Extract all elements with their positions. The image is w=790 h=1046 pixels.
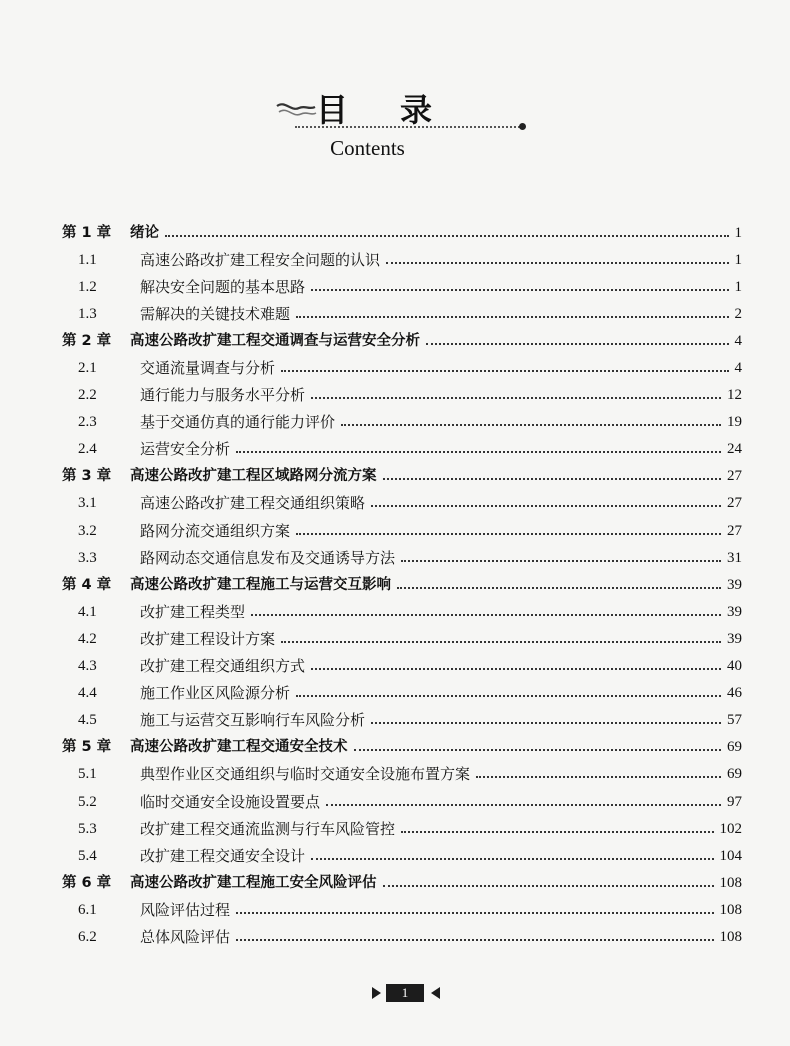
toc-entry-title: 改扩建工程交通安全设计 [140, 846, 306, 865]
dot-leader [401, 831, 713, 833]
toc-entry-number: 2.2 [78, 387, 97, 404]
toc-entry-title: 交通流量调查与分析 [140, 359, 276, 378]
toc-entry-title: 风险评估过程 [140, 900, 231, 919]
dot-leader [296, 316, 728, 318]
toc-entry-page: 1 [734, 251, 742, 268]
toc-entry-page: 27 [727, 522, 742, 539]
toc-entry-page: 19 [727, 414, 742, 431]
toc-entry-title: 临时交通安全设施设置要点 [140, 792, 321, 811]
toc-entry-page: 27 [727, 468, 742, 485]
toc-entry-page: 39 [727, 630, 742, 647]
dot-leader [311, 397, 721, 399]
toc-section-entry[interactable] [62, 544, 742, 571]
dot-leader [311, 289, 728, 291]
toc-entry-number: 5.3 [78, 820, 97, 837]
toc-section-entry[interactable] [62, 300, 742, 327]
dot-leader [236, 451, 721, 453]
toc-entry-title: 典型作业区交通组织与临时交通安全设施布置方案 [140, 765, 471, 784]
toc-entry-page: 1 [734, 278, 742, 295]
toc-entry-page: 40 [727, 658, 742, 675]
toc-entry-page: 108 [719, 901, 742, 918]
toc-entry-title: 高速公路改扩建工程施工安全风险评估 [130, 874, 377, 891]
toc-entry-number: 1.2 [78, 278, 97, 295]
toc-entry-title: 通行能力与服务水平分析 [140, 386, 306, 405]
toc-entry-number: 4.3 [78, 658, 97, 675]
toc-entry-title: 施工与运营交互影响行车风险分析 [140, 711, 366, 730]
toc-entry-title: 施工作业区风险源分析 [140, 684, 291, 703]
toc-entry-title: 路网分流交通组织方案 [140, 521, 291, 540]
toc-entry-page: 4 [734, 332, 742, 349]
toc-entry-number: 3.2 [78, 522, 97, 539]
toc-entry-number: 5.1 [78, 766, 97, 783]
toc-entry-title: 改扩建工程类型 [140, 602, 246, 621]
dot-leader [401, 560, 721, 562]
toc-section-entry[interactable] [62, 653, 742, 680]
toc-chapter-entry[interactable] [62, 463, 742, 490]
toc-chapter-entry[interactable] [62, 327, 742, 354]
title-divider-dot [519, 123, 526, 130]
toc-header [0, 0, 790, 170]
dot-leader [326, 804, 721, 806]
page-title: 目录 [316, 91, 485, 129]
page-subtitle: Contents [330, 136, 405, 160]
toc-entry-page: 1 [734, 224, 742, 241]
dot-leader [281, 641, 721, 643]
toc-entry-number: 2.4 [78, 441, 97, 458]
toc-entry-page: 69 [727, 739, 742, 756]
toc-entry-page: 69 [727, 766, 742, 783]
toc-chapter-entry[interactable] [62, 219, 742, 246]
toc-entry-title: 需解决的关键技术难题 [140, 304, 291, 323]
toc-entry-page: 4 [734, 360, 742, 377]
toc-entry-number: 5.2 [78, 793, 97, 810]
toc-entry-title: 解决安全问题的基本思路 [140, 277, 306, 296]
dot-leader [341, 424, 721, 426]
arrow-right-icon [372, 987, 381, 999]
toc-entry-page: 108 [719, 928, 742, 945]
toc-entry-title: 高速公路改扩建工程交通组织策略 [140, 494, 366, 513]
arrow-left-icon [431, 987, 440, 999]
dot-leader [296, 533, 721, 535]
toc-entry-page: 102 [719, 820, 742, 837]
dot-leader [236, 939, 713, 941]
dot-leader [236, 912, 713, 914]
toc-entry-number: 4.2 [78, 630, 97, 647]
toc-chapter-entry[interactable] [62, 869, 742, 896]
toc-entry-number: 第 5 章 [62, 739, 112, 756]
toc-entry-number: 6.1 [78, 901, 97, 918]
toc-entry-page: 24 [727, 441, 742, 458]
dot-leader [281, 370, 728, 372]
toc-entry-title: 绪论 [130, 224, 159, 241]
toc-entry-number: 2.3 [78, 414, 97, 431]
dot-leader [386, 262, 728, 264]
page-footer [372, 984, 440, 1002]
toc-section-entry[interactable] [62, 625, 742, 652]
toc-entry-page: 31 [727, 549, 742, 566]
toc-entry-title: 总体风险评估 [140, 927, 231, 946]
toc-section-entry[interactable] [62, 409, 742, 436]
toc-entry-title: 改扩建工程交通组织方式 [140, 657, 306, 676]
toc-entry-title: 改扩建工程交通流监测与行车风险管控 [140, 819, 396, 838]
toc-section-entry[interactable] [62, 517, 742, 544]
toc-entry-number: 4.5 [78, 712, 97, 729]
toc-chapter-entry[interactable] [62, 734, 742, 761]
toc-entry-number: 第 6 章 [62, 874, 112, 891]
toc-section-entry[interactable] [62, 815, 742, 842]
toc-entry-number: 5.4 [78, 847, 97, 864]
dot-leader [311, 858, 713, 860]
toc-entry-number: 第 1 章 [62, 224, 112, 241]
toc-entry-page: 108 [719, 874, 742, 891]
toc-entry-number: 3.1 [78, 495, 97, 512]
toc-section-entry[interactable] [62, 246, 742, 273]
toc-entry-page: 2 [734, 305, 742, 322]
swoosh-ornament-icon [275, 98, 317, 124]
toc-section-entry[interactable] [62, 490, 742, 517]
toc-entry-number: 第 4 章 [62, 576, 112, 593]
dot-leader [371, 722, 721, 724]
dot-leader [165, 235, 729, 237]
dot-leader [426, 343, 729, 345]
toc-entry-page: 57 [727, 712, 742, 729]
toc-entry-number: 4.1 [78, 603, 97, 620]
toc-entry-number: 第 2 章 [62, 332, 112, 349]
toc-section-entry[interactable] [62, 923, 742, 950]
toc-section-entry[interactable] [62, 598, 742, 625]
toc-entry-page: 39 [727, 603, 742, 620]
toc-section-entry[interactable] [62, 354, 742, 381]
toc-entry-page: 39 [727, 576, 742, 593]
toc-entry-title: 高速公路改扩建工程施工与运营交互影响 [130, 576, 391, 593]
toc-section-entry[interactable] [62, 842, 742, 869]
table-of-contents [62, 219, 742, 951]
toc-entry-number: 4.4 [78, 685, 97, 702]
toc-section-entry[interactable] [62, 761, 742, 788]
toc-entry-page: 12 [727, 387, 742, 404]
toc-section-entry[interactable] [62, 788, 742, 815]
dot-leader [371, 505, 721, 507]
dot-leader [383, 478, 722, 480]
toc-entry-title: 高速公路改扩建工程交通调查与运营安全分析 [130, 332, 420, 349]
title-divider [295, 126, 523, 128]
toc-section-entry[interactable] [62, 680, 742, 707]
toc-entry-title: 基于交通仿真的通行能力评价 [140, 413, 336, 432]
dot-leader [476, 776, 721, 778]
toc-entry-title: 高速公路改扩建工程交通安全技术 [130, 739, 348, 756]
dot-leader [311, 668, 721, 670]
toc-entry-number: 1.1 [78, 251, 97, 268]
toc-entry-title: 高速公路改扩建工程安全问题的认识 [140, 250, 381, 269]
toc-entry-page: 46 [727, 685, 742, 702]
dot-leader [383, 885, 714, 887]
toc-entry-title: 路网动态交通信息发布及交通诱导方法 [140, 548, 396, 567]
toc-entry-title: 运营安全分析 [140, 440, 231, 459]
toc-entry-page: 104 [719, 847, 742, 864]
toc-entry-title: 改扩建工程设计方案 [140, 629, 276, 648]
toc-section-entry[interactable] [62, 273, 742, 300]
toc-section-entry[interactable] [62, 707, 742, 734]
toc-section-entry[interactable] [62, 436, 742, 463]
toc-entry-title: 高速公路改扩建工程区域路网分流方案 [130, 468, 377, 485]
dot-leader [296, 695, 721, 697]
toc-entry-number: 1.3 [78, 305, 97, 322]
toc-section-entry[interactable] [62, 896, 742, 923]
toc-entry-number: 第 3 章 [62, 468, 112, 485]
toc-chapter-entry[interactable] [62, 571, 742, 598]
page-number: 1 [386, 984, 424, 1002]
dot-leader [354, 749, 722, 751]
toc-entry-number: 3.3 [78, 549, 97, 566]
toc-section-entry[interactable] [62, 382, 742, 409]
toc-entry-number: 6.2 [78, 928, 97, 945]
dot-leader [397, 587, 721, 589]
toc-entry-page: 27 [727, 495, 742, 512]
dot-leader [251, 614, 721, 616]
toc-entry-number: 2.1 [78, 360, 97, 377]
toc-entry-page: 97 [727, 793, 742, 810]
